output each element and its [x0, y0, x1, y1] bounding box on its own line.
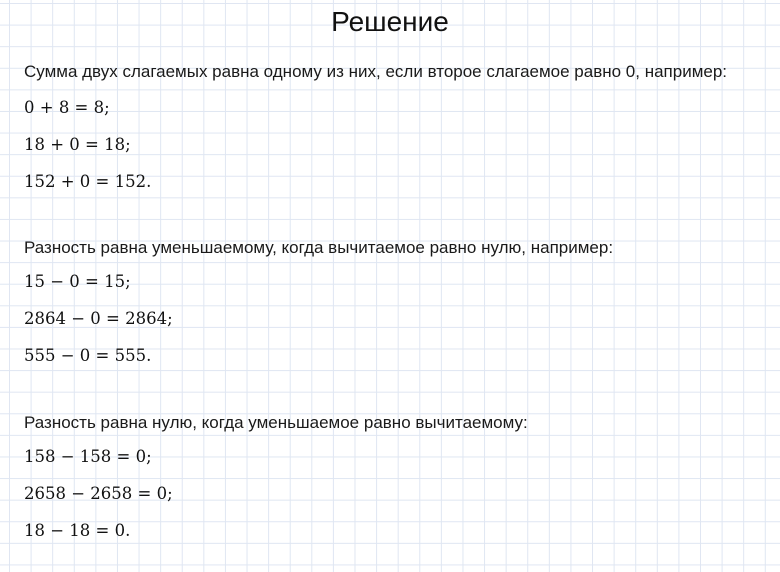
section-2-intro: Разность равна уменьшаемому, когда вычитаемое равно нулю, например:	[24, 238, 614, 257]
section-3-intro: Разность равна нулю, когда уменьшаемое равно вычитаемому:	[24, 413, 528, 432]
section-2-example-3: 555 − 0 = 555.	[24, 346, 152, 365]
section-3-example-1: 158 − 158 = 0;	[24, 447, 152, 466]
section-1-example-1: 0 + 8 = 8;	[24, 98, 110, 117]
section-1-intro: Сумма двух слагаемых равна одному из них, если второе слагаемое равно 0, например:	[24, 62, 728, 81]
section-2-example-2: 2864 − 0 = 2864;	[24, 309, 173, 328]
section-2-example-1: 15 − 0 = 15;	[24, 272, 131, 291]
section-3-example-2: 2658 − 2658 = 0;	[24, 484, 173, 503]
page-title: Решение	[331, 6, 449, 37]
section-1-example-2: 18 + 0 = 18;	[24, 135, 131, 154]
section-3-example-3: 18 − 18 = 0.	[24, 521, 131, 540]
section-1-example-3: 152 + 0 = 152.	[24, 172, 152, 191]
